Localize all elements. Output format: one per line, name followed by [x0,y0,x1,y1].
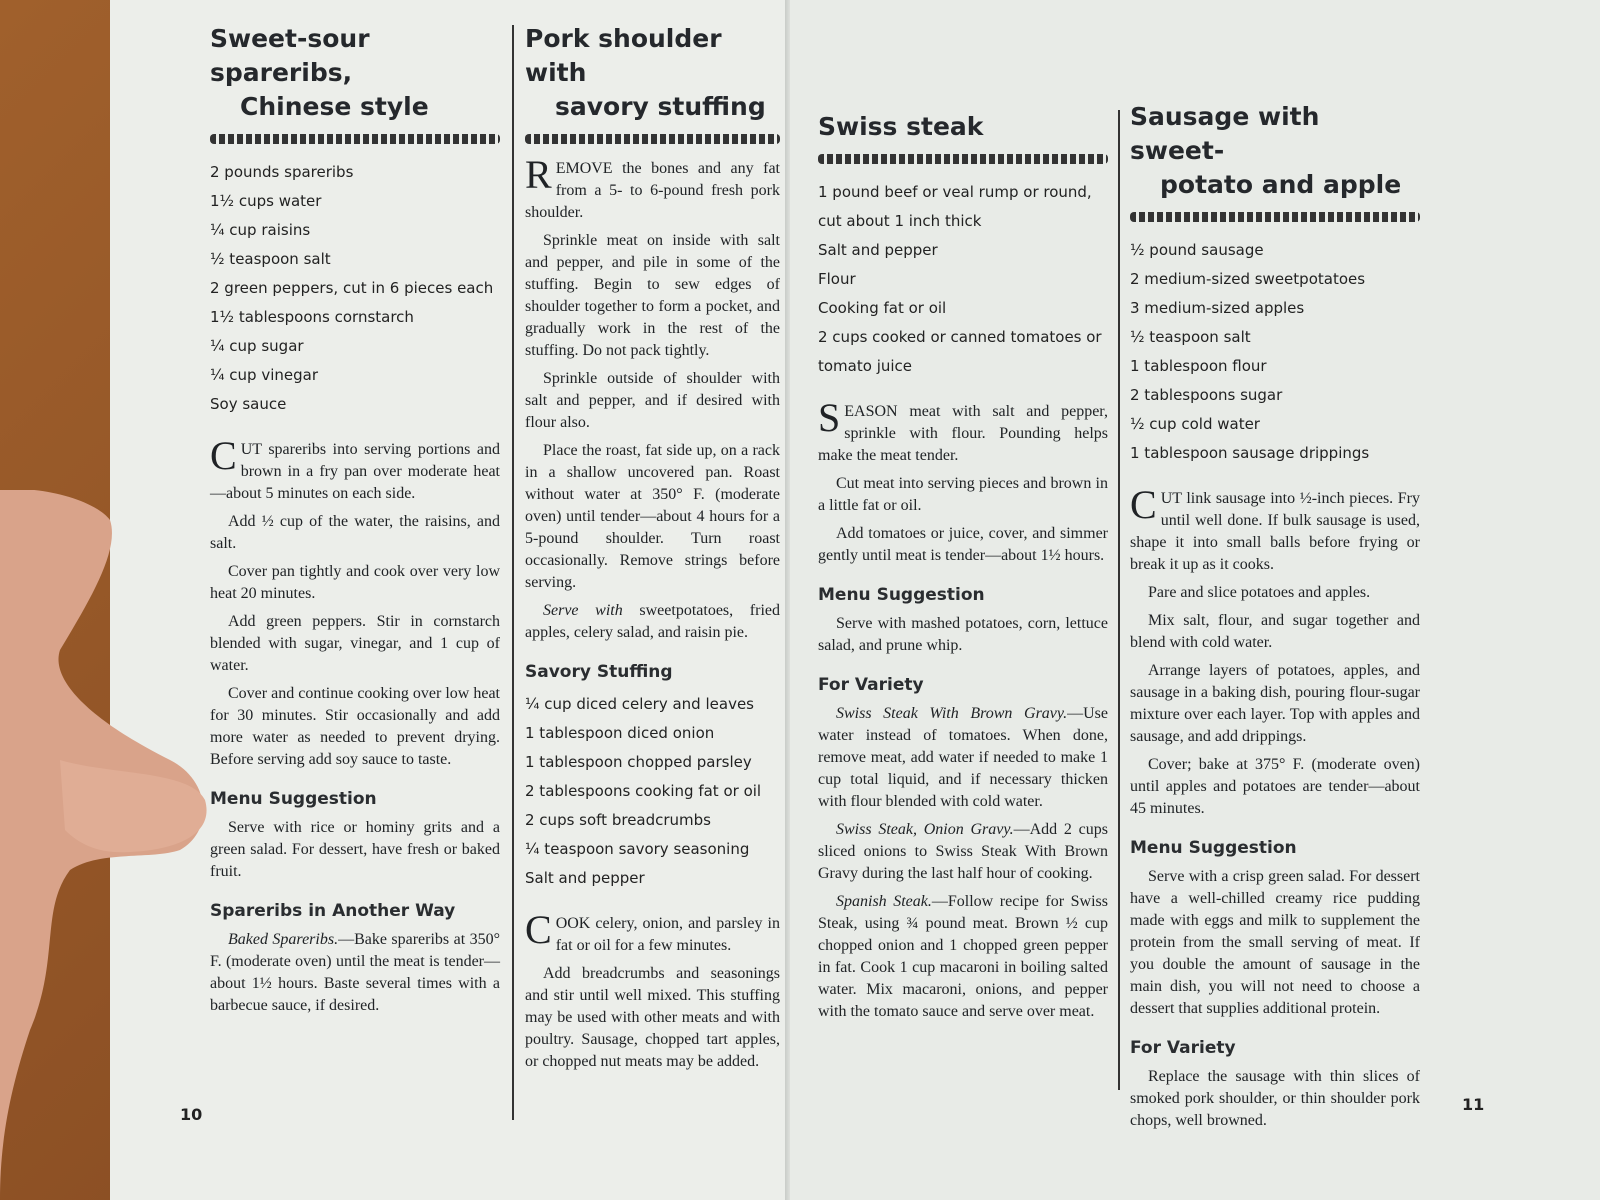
directions-paragraph: SEASON meat with salt and pepper, sprinkle with flour. Pounding helps make the meat tender. [818,395,1108,464]
ingredient: 1 tablespoon sausage drippings [1130,444,1370,462]
directions-paragraph: Cover pan tightly and cook over very low heat 20 minutes. [210,563,500,602]
another-way-text: Baked Spareribs.—Bake spareribs at 350° F. (moderate oven) until the meat is tender—about 1½ hours. Baste several times with a barbecue sauce, if desired. [210,931,500,1014]
ingredient: 1 pound beef or veal rump or round, cut about 1 inch thick [818,183,1092,230]
ingredient: 1 tablespoon flour [1130,357,1267,375]
ingredient: 2 green peppers, cut in 6 pieces each [210,279,494,297]
serve-with-text: Serve with sweetpotatoes, fried apples, celery salad, and raisin pie. [525,602,781,641]
page-number: 10 [180,1105,203,1124]
ingredient: 2 pounds spareribs [210,163,354,181]
right-page [790,0,1600,1200]
sausage-ingredients [1130,236,1420,468]
spareribs-ingredients [210,158,500,419]
spareribs-title: Sweet-sour spareribs, Chinese style [210,24,429,121]
another-way-heading: Spareribs in Another Way [210,901,456,921]
menu-suggestion-heading: Menu Suggestion [1130,838,1297,858]
ingredient: ½ cup cold water [1130,415,1260,433]
ingredient: 1½ cups water [210,192,322,210]
directions-paragraph: Add breadcrumbs and seasonings and stir until well mixed. This stuffing may be used with other meats and with poultry. Sausage, chopped tart apples, or chopped nut meats may be added. [525,965,780,1070]
directions-paragraph: CUT link sausage into ½-inch pieces. Fry until well done. If bulk sausage is used, shape it into small balls before frying or break it up as it cooks. [1130,482,1420,573]
swiss-steak-column [818,110,1108,1029]
ingredient: 2 tablespoons sugar [1130,386,1283,404]
variety-text: Swiss Steak With Brown Gravy.—Use water instead of tomatoes. When done, remove meat, add water if needed to make 1 cup total liquid, and if necessary thicken with flour blended with cold water. [818,705,1108,810]
directions-paragraph: Mix salt, flour, and sugar together and blend with cold water. [1130,612,1420,651]
hand [0,490,215,1200]
ingredient: ½ pound sausage [1130,241,1264,259]
column-rule [1118,110,1120,1090]
directions-paragraph: Add tomatoes or juice, cover, and simmer gently until meat is tender—about 1½ hours. [818,525,1108,564]
drop-cap: C [525,907,552,952]
variety-text: Replace the sausage with thin slices of smoked pork shoulder, or thin shoulder pork chops, well browned. [1130,1068,1420,1129]
swiss-steak-ingredients [818,178,1108,381]
sausage-column [1130,100,1420,1138]
title-divider [818,154,1108,164]
pork-shoulder-column [525,22,780,1079]
ingredient: ¼ cup diced celery and leaves [525,695,754,713]
menu-suggestion-heading: Menu Suggestion [210,789,377,809]
directions-paragraph: Add green peppers. Stir in cornstarch blended with sugar, vinegar, and 1 cup of water. [210,613,500,674]
ingredient: ½ teaspoon salt [1130,328,1251,346]
ingredient: ½ teaspoon salt [210,250,331,268]
drop-cap: C [1130,482,1157,527]
spareribs-column [210,22,500,1023]
directions-paragraph: Pare and slice potatoes and apples. [1148,584,1371,601]
directions-paragraph: Sprinkle outside of shoulder with salt and pepper, and if desired with flour also. [525,370,780,431]
pork-shoulder-title: Pork shoulder with savory stuffing [525,24,766,121]
menu-suggestion-heading: Menu Suggestion [818,585,985,605]
directions-paragraph: CUT spareribs into serving portions and brown in a fry pan over moderate heat—about 5 minutes on each side. [210,433,500,502]
title-divider [525,134,780,144]
ingredient: 1 tablespoon chopped parsley [525,753,752,771]
ingredient: ¼ cup sugar [210,337,304,355]
drop-cap: C [210,433,237,478]
ingredient: 2 tablespoons cooking fat or oil [525,782,762,800]
menu-suggestion-text: Serve with a crisp green salad. For dessert have a well-chilled creamy rice pudding made with eggs and milk to supplement the protein from the small serving of meat. If you double the amount of sausage in the main dish, you will not need to choose a dessert that supplies additional protein. [1130,868,1420,1017]
directions-paragraph: Arrange layers of potatoes, apples, and sausage in a baking dish, pouring flour-sugar mixture over each layer. Top with apples and sausage, and add drippings. [1130,662,1420,745]
ingredient: Flour [818,270,856,288]
title-divider [210,134,500,144]
for-variety-heading: For Variety [1130,1038,1236,1058]
ingredient: 3 medium-sized apples [1130,299,1305,317]
ingredient: ¼ teaspoon savory seasoning [525,840,750,858]
directions-paragraph: COOK celery, onion, and parsley in fat or oil for a few minutes. [525,907,780,954]
drop-cap: S [818,395,841,440]
ingredient: 1½ tablespoons cornstarch [210,308,414,326]
page-number: 11 [1462,1095,1485,1114]
menu-suggestion-text: Serve with mashed potatoes, corn, lettuce salad, and prune whip. [818,615,1108,654]
ingredient: 2 cups cooked or canned tomatoes or tomato juice [818,328,1102,375]
directions-paragraph: Add ½ cup of the water, the raisins, and salt. [210,513,500,552]
stuffing-ingredients [525,690,780,893]
ingredient: Cooking fat or oil [818,299,947,317]
ingredient: ¼ cup raisins [210,221,311,239]
title-divider [1130,212,1420,222]
ingredient: Salt and pepper [818,241,938,259]
ingredient: Soy sauce [210,395,287,413]
variety-text: Swiss Steak, Onion Gravy.—Add 2 cups sliced onions to Swiss Steak With Brown Gravy during the last half hour of cooking. [818,821,1108,882]
directions-paragraph: Cut meat into serving pieces and brown in a little fat or oil. [818,475,1108,514]
directions-paragraph: Sprinkle meat on inside with salt and pepper, and pile in some of the stuffing. Begin to sew edges of shoulder together to form a pocket, and gradually work in the rest of the stuffing. Do not pack tightly. [525,232,780,359]
column-rule [512,25,514,1120]
for-variety-heading: For Variety [818,675,924,695]
ingredient: 2 medium-sized sweetpotatoes [1130,270,1366,288]
directions-paragraph: Cover; bake at 375° F. (moderate oven) until apples and potatoes are tender—about 45 minutes. [1130,756,1420,817]
drop-cap: R [525,152,552,197]
menu-suggestion-text: Serve with rice or hominy grits and a green salad. For dessert, have fresh or baked fruit. [210,819,500,880]
ingredient: 1 tablespoon diced onion [525,724,715,742]
directions-paragraph: Cover and continue cooking over low heat for 30 minutes. Stir occasionally and add more water as needed to prevent drying. Before serving add soy sauce to taste. [210,685,500,768]
directions-paragraph: Place the roast, fat side up, on a rack in a shallow uncovered pan. Roast without water at 350° F. (moderate oven) until tender—about 4 hours for a 5-pound shoulder. Turn roast occasionally. Remove strings before serving. [525,442,780,591]
ingredient: Salt and pepper [525,869,645,887]
ingredient: 2 cups soft breadcrumbs [525,811,711,829]
directions-paragraph: REMOVE the bones and any fat from a 5- to 6-pound fresh pork shoulder. [525,152,780,221]
swiss-steak-title: Swiss steak [818,112,984,141]
sausage-title: Sausage with sweet- potato and apple [1130,102,1402,199]
savory-stuffing-heading: Savory Stuffing [525,662,673,682]
variety-text: Spanish Steak.—Follow recipe for Swiss Steak, using ¾ pound meat. Brown ½ cup chopped onion and 1 chopped green pepper in fat. Cook 1 cup macaroni in boiling salted water. Mix macaroni, onions, and pepper with the tomato sauce and serve over meat. [818,893,1108,1020]
ingredient: ¼ cup vinegar [210,366,319,384]
